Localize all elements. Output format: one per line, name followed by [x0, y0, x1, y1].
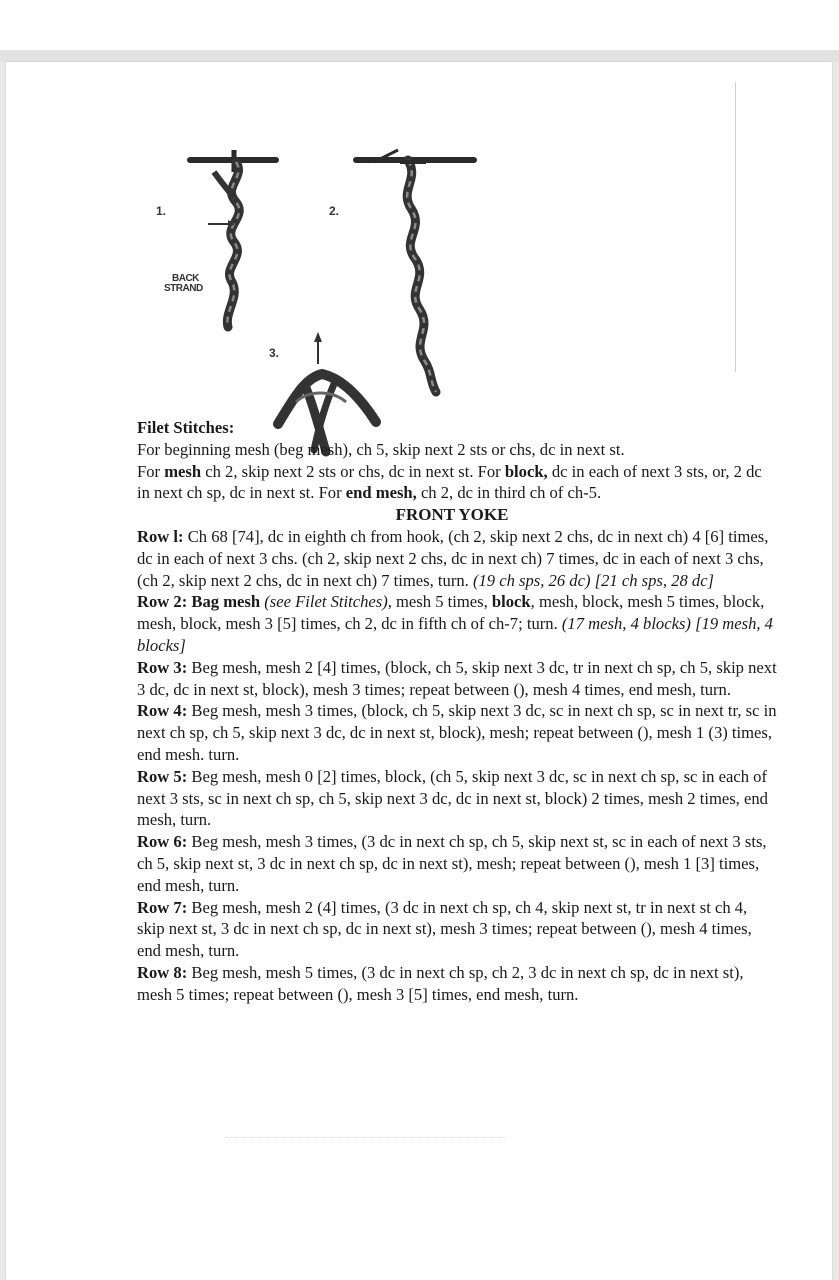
- row-label: Row 6:: [137, 832, 188, 852]
- filet-end-mesh-term: end mesh,: [345, 483, 417, 503]
- top-blank-strip: [0, 0, 839, 50]
- filet-line2-d: ch 2, dc in third ch of ch-5.: [416, 483, 602, 503]
- row-text: Beg mesh, mesh 5 times, (3 dc in next ch sp, ch 2, 3 dc in next ch sp, dc in next st), mesh 5 times; repeat between (), mesh 3 [5] times, end mesh, turn.: [137, 962, 744, 1004]
- row-3: [137, 657, 777, 701]
- row-text: Ch 68 [74], dc in eighth ch from hook, (ch 2, skip next 2 chs, dc in next ch) 4 [6] times, dc in each of next 3 chs. (ch 2, skip next 2 chs, dc in next ch) 7 times, dc in each of next 3 chs, (ch 2, skip next 2 chs, dc in next ch) 7 times, turn.: [137, 526, 769, 590]
- filet-line-1: For beginning mesh (beg mesh), ch 5, skip next 2 sts or chs, dc in next st.: [137, 439, 625, 459]
- row-text: Beg mesh, mesh 2 (4] times, (3 dc in next ch sp, ch 4, skip next st, tr in next st ch 4, skip next st, 3 dc in next ch sp, dc in next st), mesh 3 times; repeat between (), mesh 4 times, end mesh, turn.: [137, 897, 752, 961]
- row-4: [137, 700, 777, 765]
- stitch-illustrations: [136, 132, 496, 462]
- figure-3-label: 3.: [269, 346, 280, 360]
- back-strand-label-1: BACK: [172, 273, 199, 284]
- row-count: (17 mesh, 4 blocks) [19 mesh, 4 blocks]: [137, 614, 773, 655]
- row-count: (19 ch sps, 26 dc) [21 ch sps, 28 dc]: [472, 570, 715, 590]
- filet-line2-b: ch 2, skip next 2 sts or chs, dc in next st. For: [201, 461, 505, 481]
- filet-heading: Filet Stitches:: [137, 418, 235, 437]
- row-label: Row 2:: [137, 592, 188, 612]
- row-text: Beg mesh, mesh 3 times, (block, ch 5, skip next 3 dc, sc in next ch sp, sc in next tr, sc in next ch sp, ch 5, skip next 3 dc, dc in next st, block), mesh; repeat between (), mesh 1 (3) times, end mesh. turn.: [137, 701, 777, 764]
- row-label: Row 8:: [137, 962, 188, 982]
- row-5: [137, 766, 777, 831]
- row-label: Row l:: [137, 526, 184, 546]
- row-note: (see Filet Stitches),: [260, 592, 392, 612]
- page-gap: [0, 50, 839, 62]
- row-label: Row 4:: [137, 701, 188, 721]
- row-text-a: mesh 5 times,: [391, 592, 492, 612]
- filet-mesh-term: mesh: [164, 461, 202, 481]
- document-page: [6, 62, 832, 1280]
- scan-edge-line: [735, 82, 736, 372]
- row-6: [137, 831, 777, 896]
- row-7: [137, 897, 777, 962]
- row-1: [137, 526, 777, 591]
- filet-line-2: [137, 461, 777, 505]
- row-bag-mesh: Bag mesh: [187, 592, 261, 612]
- row-text: Beg mesh, mesh 2 [4] times, (block, ch 5, skip next 3 dc, tr in next ch sp, ch 5, skip next 3 dc, dc in next st, block), mesh 3 times; repeat between (), mesh 4 times, end mesh, turn.: [137, 657, 777, 699]
- row-text: Beg mesh, mesh 0 [2] times, block, (ch 5, skip next 3 dc, sc in next ch sp, sc in each of next 3 sts, sc in next ch sp, ch 5, skip next 3 dc, dc in next st, block) 2 times, mesh 2 times, end mesh, turn.: [137, 766, 768, 830]
- section-title: FRONT YOKE: [395, 505, 509, 525]
- row-2: [137, 591, 777, 656]
- row-8: [137, 962, 777, 1006]
- filet-line2-c: dc in each of next 3 sts, or, 2 dc in next ch sp, dc in next st. For: [137, 461, 762, 503]
- row-text: Beg mesh, mesh 3 times, (3 dc in next ch sp, ch 5, skip next st, sc in each of next 3 sts, ch 5, skip next st, 3 dc in next ch sp, dc in next st), mesh; repeat between (), mesh 1 [3] times, end mesh, turn.: [137, 832, 767, 895]
- pattern-text: [137, 417, 777, 1006]
- figure-1-chain-back-strand: [190, 150, 276, 327]
- scan-noise: [226, 1137, 506, 1139]
- row-block-term: block: [491, 592, 531, 612]
- row-label: Row 7:: [137, 897, 188, 917]
- figure-2-chain: [356, 150, 474, 392]
- filet-block-term: block,: [504, 461, 548, 481]
- figure-2-label: 2.: [329, 204, 340, 218]
- back-strand-label-2: STRAND: [164, 283, 203, 294]
- row-text: , mesh, block, mesh 5 times, block, mesh, block, mesh 3 [5] times, ch 2, dc in fifth ch of ch-7; turn.: [137, 592, 765, 634]
- row-label: Row 3:: [137, 657, 188, 677]
- row-label: Row 5:: [137, 766, 188, 786]
- stitch-diagram-svg: [136, 132, 496, 462]
- figure-1-label: 1.: [156, 204, 167, 218]
- filet-line2-a: For: [137, 461, 165, 481]
